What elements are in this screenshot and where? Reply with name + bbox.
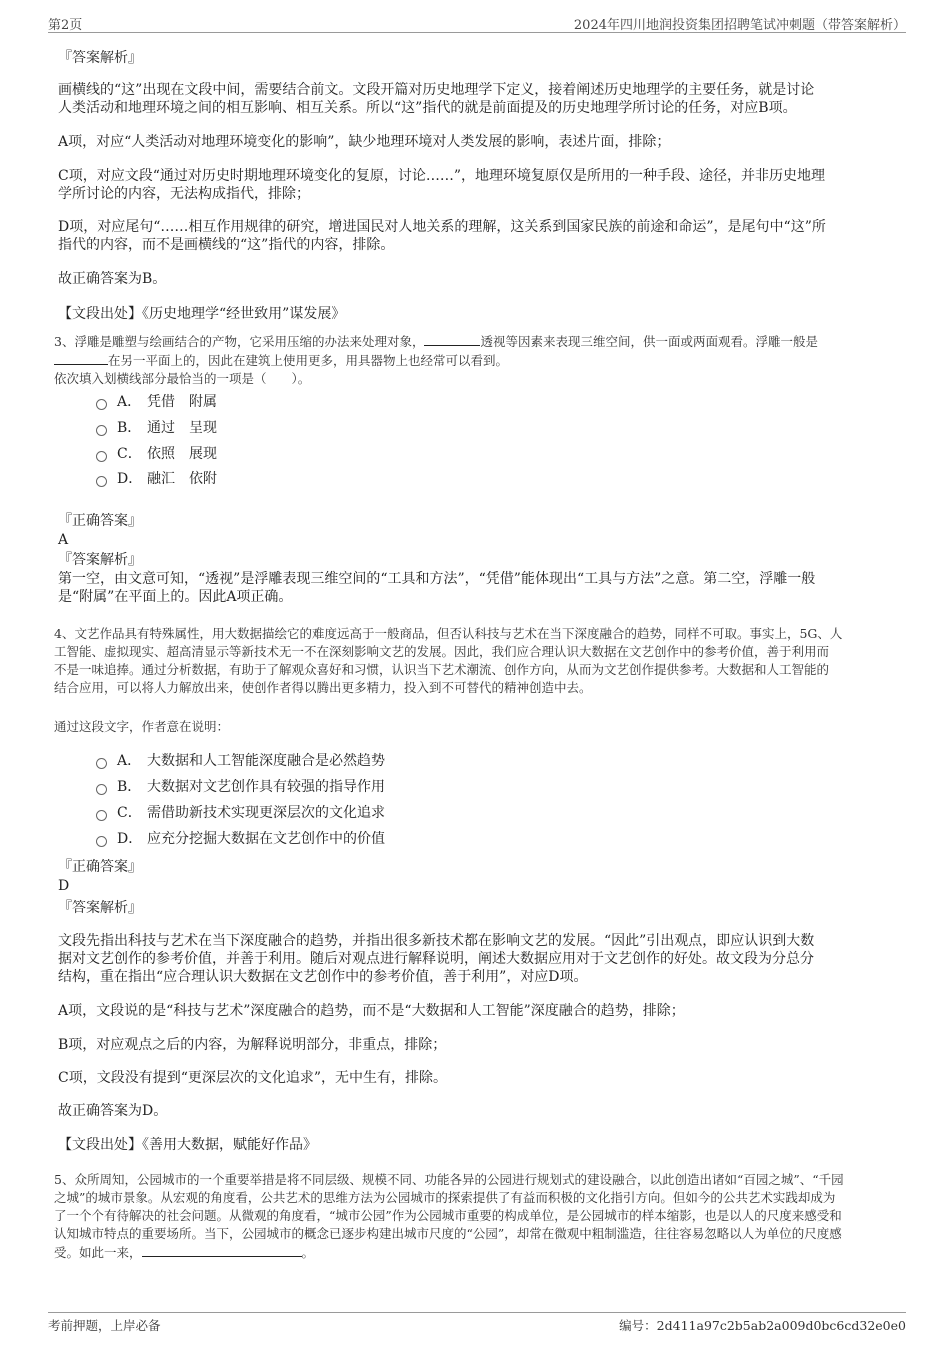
option-letter: A． bbox=[117, 394, 142, 410]
text-line: 人类活动和地理环境之间的相互影响、相互关系。所以“这”指代的就是前面提及的历史地理学所讨论的任务，对应B项。 bbox=[58, 100, 797, 116]
question-4-stem bbox=[54, 625, 900, 697]
analysis-paragraph bbox=[58, 570, 894, 606]
document-id: 编号：2d411a97c2b5ab2a009d0bc6cd32e0e0 bbox=[619, 1318, 906, 1333]
option-letter: D． bbox=[117, 831, 143, 847]
text-line: 第一空，由文意可知，“透视”是浮雕表现三维空间的“工具和方法”，“凭借”能体现出“工具与方法”之意。第二空，浮雕一般 bbox=[58, 571, 816, 587]
analysis-heading: 『答案解析』 bbox=[58, 552, 142, 568]
answer-conclusion: 故正确答案为B。 bbox=[58, 271, 167, 287]
option-letter: B． bbox=[117, 420, 142, 436]
text-line: 之城”的城市景象。从宏观的角度看，公共艺术的思维方法为公园城市的探索提供了有益而积极的文化指引方向。但如今的公共艺术实践却成为 bbox=[54, 1190, 836, 1205]
radio-icon[interactable] bbox=[96, 758, 107, 769]
text-line: 5、众所周知，公园城市的一个重要举措是将不同层级、规模不同、功能各异的公园进行规划式的建设融合，以此创造出诸如“百园之城”、“千园 bbox=[54, 1172, 844, 1187]
option-letter: B． bbox=[117, 779, 142, 795]
analysis-paragraph bbox=[58, 932, 894, 986]
text-line: D项，对应尾句“……相互作用规律的研究，增进国民对人地关系的理解，这关系到国家民族的前途和命运”，是尾句中“这”所 bbox=[58, 219, 826, 235]
question-5-stem bbox=[54, 1171, 900, 1262]
analysis-option-d bbox=[58, 218, 894, 254]
correct-answer: D bbox=[58, 878, 70, 894]
radio-icon[interactable] bbox=[96, 784, 107, 795]
text-line: 指代的内容，而不是画横线的“这”指代的内容，排除。 bbox=[58, 237, 395, 253]
analysis-option-a: A项，对应“人类活动对地理环境变化的影响”，缺少地理环境对人类发展的影响，表述片面，排除； bbox=[58, 134, 671, 150]
text-line bbox=[54, 332, 900, 351]
footer-slogan: 考前押题，上岸必备 bbox=[48, 1318, 161, 1333]
option-text: 大数据和人工智能深度融合是必然趋势 bbox=[147, 753, 385, 769]
text-segment: 透视等因素来表现三维空间，供一面或两面观看。浮雕一般是 bbox=[480, 334, 818, 349]
correct-answer-heading: 『正确答案』 bbox=[58, 513, 142, 529]
option-b[interactable] bbox=[96, 777, 385, 797]
text-line bbox=[54, 351, 900, 370]
page-footer bbox=[48, 1312, 906, 1333]
answer-conclusion: 故正确答案为D。 bbox=[58, 1103, 168, 1119]
text-line: 文段先指出科技与艺术在当下深度融合的趋势，并指出很多新技术都在影响文艺的发展。“因此”引出观点，即应认识到大数 bbox=[58, 933, 815, 949]
analysis-option-c bbox=[58, 167, 894, 203]
document-title: 2024年四川地润投资集团招聘笔试冲刺题（带答案解析） bbox=[573, 18, 906, 33]
option-a[interactable] bbox=[96, 751, 385, 771]
text-line: C项，对应文段“通过对历史时期地理环境变化的复原，讨论……”，地理环境复原仅是所用的一种手段、途径，并非历史地理 bbox=[58, 168, 826, 184]
correct-answer-heading: 『正确答案』 bbox=[58, 859, 142, 875]
option-d[interactable] bbox=[96, 469, 217, 489]
fill-blank bbox=[424, 332, 480, 346]
text-line bbox=[54, 1243, 900, 1262]
radio-icon[interactable] bbox=[96, 399, 107, 410]
option-word: 凭借 bbox=[147, 394, 175, 410]
option-word: 展现 bbox=[189, 446, 217, 462]
text-line: 结构，重在指出“应合理认识大数据在文艺创作中的参考价值，善于利用”，对应D项。 bbox=[58, 969, 588, 985]
text-line: 据对文艺创作的参考价值，并善于利用。随后对观点进行解释说明，阐述大数据应用对于文艺创作的好处。故文段为分总分 bbox=[58, 951, 814, 967]
question-prompt: 依次填入划横线部分最恰当的一项是（ ）。 bbox=[54, 371, 311, 386]
option-word: 附属 bbox=[189, 394, 217, 410]
option-letter: C． bbox=[117, 446, 142, 462]
option-text: 大数据对文艺创作具有较强的指导作用 bbox=[147, 779, 385, 795]
option-letter: D． bbox=[117, 471, 143, 487]
question-prompt: 通过这段文字，作者意在说明： bbox=[54, 719, 230, 734]
option-a[interactable] bbox=[96, 392, 217, 412]
option-text: 需借助新技术实现更深层次的文化追求 bbox=[147, 805, 385, 821]
analysis-option-b: B项，对应观点之后的内容，为解释说明部分，非重点，排除； bbox=[58, 1037, 447, 1053]
option-word: 依附 bbox=[189, 471, 217, 487]
text-line: 了一个个有待解决的社会问题。从微观的角度看，“城市公园”作为公园城市重要的构成单位，是公园城市的样本缩影，也是以人的尺度来感受和 bbox=[54, 1208, 842, 1223]
analysis-option-c: C项，文段没有提到“更深层次的文化追求”，无中生有，排除。 bbox=[58, 1070, 448, 1086]
analysis-heading: 『答案解析』 bbox=[58, 900, 142, 916]
option-word: 融汇 bbox=[147, 471, 175, 487]
text-line: 学所讨论的内容，无法构成指代，排除； bbox=[58, 186, 310, 202]
option-letter: C． bbox=[117, 805, 142, 821]
radio-icon[interactable] bbox=[96, 810, 107, 821]
option-d[interactable] bbox=[96, 829, 385, 849]
text-line: 是“附属”在平面上的。因此A项正确。 bbox=[58, 589, 293, 605]
radio-icon[interactable] bbox=[96, 451, 107, 462]
analysis-heading: 『答案解析』 bbox=[58, 50, 142, 66]
text-segment: 在另一平面上的，因此在建筑上使用更多，用具器物上也经常可以看到。 bbox=[108, 353, 509, 368]
option-text: 应充分挖掘大数据在文艺创作中的价值 bbox=[147, 831, 385, 847]
option-word: 呈现 bbox=[189, 420, 217, 436]
option-b[interactable] bbox=[96, 418, 217, 438]
option-c[interactable] bbox=[96, 444, 217, 464]
radio-icon[interactable] bbox=[96, 425, 107, 436]
question-3-stem bbox=[54, 332, 900, 388]
text-line: 认知城市特点的重要场所。当下，公园城市的概念已逐步构建出城市尺度的“公园”，却常在微观中粗制滥造，往往容易忽略以人为单位的尺度感 bbox=[54, 1226, 842, 1241]
text-segment: 。 bbox=[301, 1245, 315, 1260]
page-number: 第2页 bbox=[48, 18, 83, 33]
analysis-paragraph bbox=[58, 81, 894, 117]
text-line: 不是一味追捧。通过分析数据，有助于了解观众喜好和习惯，认识当下艺术潮流、创作方向，从而为文艺创作提供参考。大数据和人工智能的 bbox=[54, 662, 830, 677]
fill-blank bbox=[142, 1243, 302, 1257]
text-segment: 受。如此一来， bbox=[54, 1245, 142, 1260]
source-note: 【文段出处】《善用大数据，赋能好作品》 bbox=[58, 1137, 317, 1153]
analysis-option-a: A项，文段说的是“科技与艺术”深度融合的趋势，而不是“大数据和人工智能”深度融合的趋势，排除； bbox=[58, 1003, 685, 1019]
radio-icon[interactable] bbox=[96, 476, 107, 487]
fill-blank bbox=[54, 351, 108, 365]
text-line: 结合应用，可以将人力解放出来，使创作者得以腾出更多精力，投入到不可替代的精神创造中去。 bbox=[54, 680, 592, 695]
text-line: 4、文艺作品具有特殊属性，用大数据描绘它的难度远高于一般商品，但否认科技与艺术在当下深度融合的趋势，同样不可取。事实上，5G、人 bbox=[54, 626, 843, 641]
radio-icon[interactable] bbox=[96, 836, 107, 847]
page-header bbox=[48, 12, 906, 33]
source-note: 【文段出处】《历史地理学“经世致用”谋发展》 bbox=[58, 306, 346, 322]
option-word: 通过 bbox=[147, 420, 175, 436]
text-segment: 3、浮雕是雕塑与绘画结合的产物，它采用压缩的办法来处理对象， bbox=[54, 334, 425, 349]
option-letter: A． bbox=[117, 753, 142, 769]
text-line: 工智能、虚拟现实、超高清显示等新技术无一不在深刻影响文艺的发展。因此，我们应合理认识大数据在文艺创作中的参考价值，善于利用而 bbox=[54, 644, 830, 659]
correct-answer: A bbox=[58, 532, 69, 548]
option-c[interactable] bbox=[96, 803, 385, 823]
option-word: 依照 bbox=[147, 446, 175, 462]
text-line: 画横线的“这”出现在文段中间，需要结合前文。文段开篇对历史地理学下定义，接着阐述历史地理学的主要任务，就是讨论 bbox=[58, 82, 815, 98]
